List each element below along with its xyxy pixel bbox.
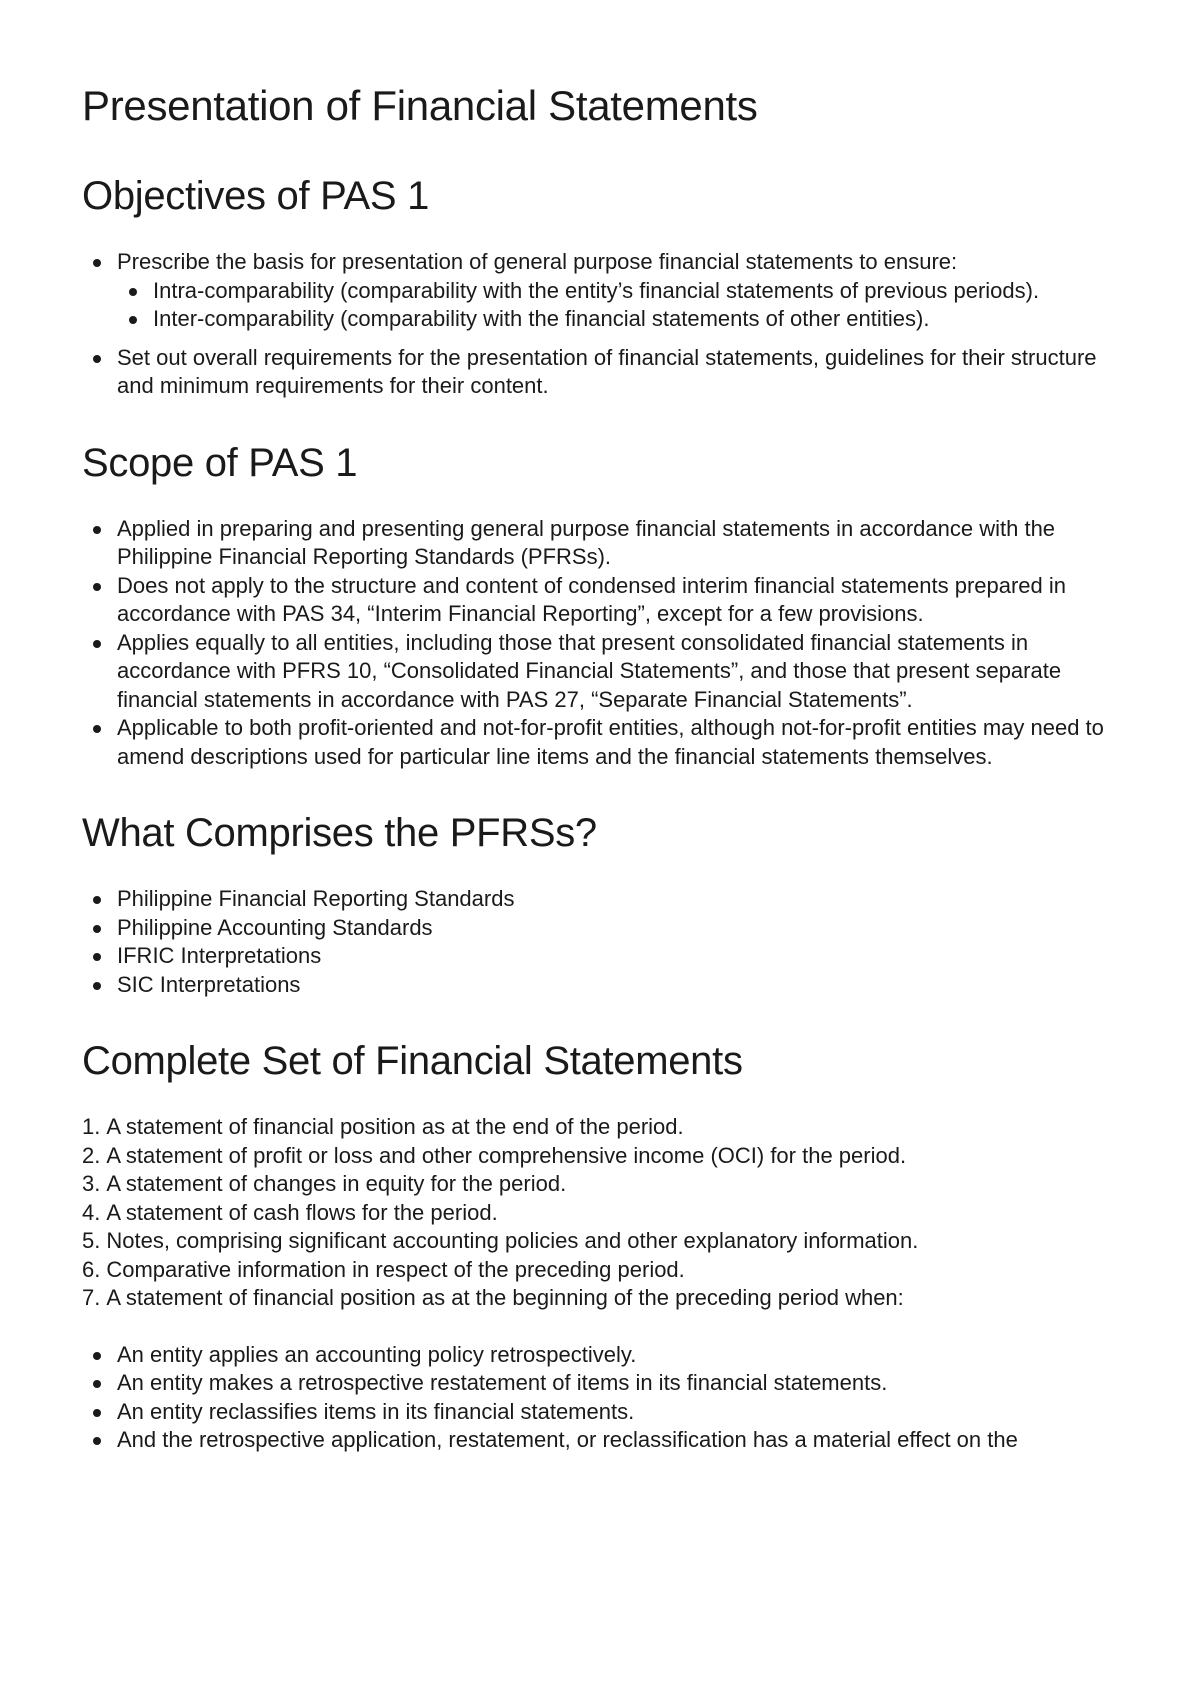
bullet-icon (93, 583, 101, 591)
bullet-icon (129, 288, 137, 296)
bullet-icon (93, 259, 101, 267)
list-item (82, 572, 1132, 629)
objectives-heading: Objectives of PAS 1 (82, 174, 430, 218)
list-item (82, 1369, 1132, 1398)
list-item-text: An entity applies an accounting policy retrospectively. (117, 1341, 637, 1367)
complete-set-numbered-list (82, 1113, 1132, 1313)
scope-section (82, 437, 1132, 772)
list-item-text: An entity reclassifies items in its financial statements. (117, 1398, 635, 1424)
list-item (82, 1398, 1132, 1427)
bullet-icon (129, 316, 137, 324)
spacer (82, 334, 1132, 344)
numbered-item-text: Comparative information in respect of the preceding period. (106, 1256, 685, 1282)
list-item (82, 942, 1132, 971)
complete-set-heading: Complete Set of Financial Statements (82, 1039, 743, 1083)
bullet-icon (93, 640, 101, 648)
bullet-icon (93, 953, 101, 961)
numbered-item (82, 1142, 1132, 1171)
bullet-icon (93, 1437, 101, 1445)
list-item-text: Applied in preparing and presenting general purpose financial statements in accordance with the Philippine Financial Reporting Standards (PFRSs). (117, 515, 1056, 569)
bullet-icon (93, 896, 101, 904)
list-item (82, 629, 1132, 715)
numbered-item-text: Notes, comprising significant accounting policies and other explanatory information. (106, 1228, 919, 1253)
list-item-text: Set out overall requirements for the presentation of financial statements, guidelines for their structure and minimum requirements for their content. (117, 344, 1097, 398)
sub-list-item (117, 277, 1132, 306)
list-item (82, 344, 1132, 401)
numbered-item (82, 1113, 1132, 1142)
list-item-text: And the retrospective application, restatement, or reclassification has a material effect on the (117, 1427, 1018, 1452)
list-item-text: Does not apply to the structure and content of condensed interim financial statements prepared in accordance with PAS 34, “Interim Financial Reporting”, except for a few provisions. (117, 572, 1067, 626)
list-item-text: Philippine Accounting Standards (117, 914, 433, 940)
document-page (82, 78, 1132, 1491)
bullet-icon (93, 1409, 101, 1417)
sub-list-item (117, 305, 1132, 334)
item-number: 2. (82, 1142, 101, 1168)
list-item (82, 1341, 1132, 1370)
bullet-icon (93, 982, 101, 990)
scope-heading: Scope of PAS 1 (82, 440, 358, 485)
item-number: 4. (82, 1199, 101, 1225)
sub-list-item-text: Intra-comparability (comparability with the entity’s financial statements of previous periods). (153, 277, 1040, 303)
list-item (82, 971, 1132, 1000)
item-number: 5. (82, 1228, 101, 1253)
list-item (82, 248, 1132, 334)
list-item-text: Applicable to both profit-oriented and not-for-profit entities, although not-for-profit entities may need to amend descriptions used for particular line items and the financial statements themselves. (117, 715, 1104, 769)
objectives-sublist (117, 277, 1132, 334)
item-number: 6. (82, 1256, 101, 1282)
bullet-icon (93, 355, 101, 363)
pfrs-section (82, 807, 1132, 999)
scope-list (82, 515, 1132, 772)
spacer (82, 1313, 1132, 1341)
list-item-text: SIC Interpretations (117, 971, 301, 997)
numbered-item (82, 1227, 1132, 1256)
list-item (82, 714, 1132, 771)
objectives-list (82, 248, 1132, 401)
list-item (82, 914, 1132, 943)
numbered-item (82, 1199, 1132, 1228)
numbered-item-text: A statement of financial position as at the beginning of the preceding period when: (106, 1285, 904, 1310)
numbered-item (82, 1284, 1132, 1313)
pfrs-heading: What Comprises the PFRSs? (82, 811, 597, 855)
list-item (82, 1426, 1132, 1455)
item-number: 3. (82, 1171, 101, 1196)
list-item (82, 515, 1132, 572)
item-number: 7. (82, 1285, 101, 1310)
sub-list-item-text: Inter-comparability (comparability with the financial statements of other entities). (153, 306, 930, 331)
list-item-text: IFRIC Interpretations (117, 943, 322, 968)
objectives-section (82, 170, 1132, 401)
numbered-item (82, 1256, 1132, 1285)
complete-set-section (82, 1035, 1132, 1455)
numbered-item (82, 1170, 1132, 1199)
numbered-item-text: A statement of financial position as at the end of the period. (106, 1114, 684, 1139)
numbered-item-text: A statement of cash flows for the period. (106, 1199, 498, 1225)
bullet-icon (93, 1380, 101, 1388)
bullet-icon (93, 725, 101, 733)
numbered-item-text: A statement of profit or loss and other comprehensive income (OCI) for the period. (106, 1142, 907, 1168)
list-item-text: Applies equally to all entities, including those that present consolidated financial statements in accordance with PFRS 10, “Consolidated Financial Statements”, and those that present separate financial statements in accordance with PAS 27, “Separate Financial Statements”. (117, 629, 1062, 712)
complete-set-bullet-list (82, 1341, 1132, 1455)
bullet-icon (93, 1352, 101, 1360)
list-item-text: Prescribe the basis for presentation of general purpose financial statements to ensure: (117, 249, 958, 274)
pfrs-list (82, 885, 1132, 999)
bullet-icon (93, 925, 101, 933)
list-item (82, 885, 1132, 914)
numbered-item-text: A statement of changes in equity for the period. (106, 1171, 567, 1196)
item-number: 1. (82, 1114, 101, 1139)
bullet-icon (93, 526, 101, 534)
page-title: Presentation of Financial Statements (82, 82, 758, 129)
list-item-text: Philippine Financial Reporting Standards (117, 886, 515, 911)
list-item-text: An entity makes a retrospective restatement of items in its financial statements. (117, 1370, 888, 1395)
